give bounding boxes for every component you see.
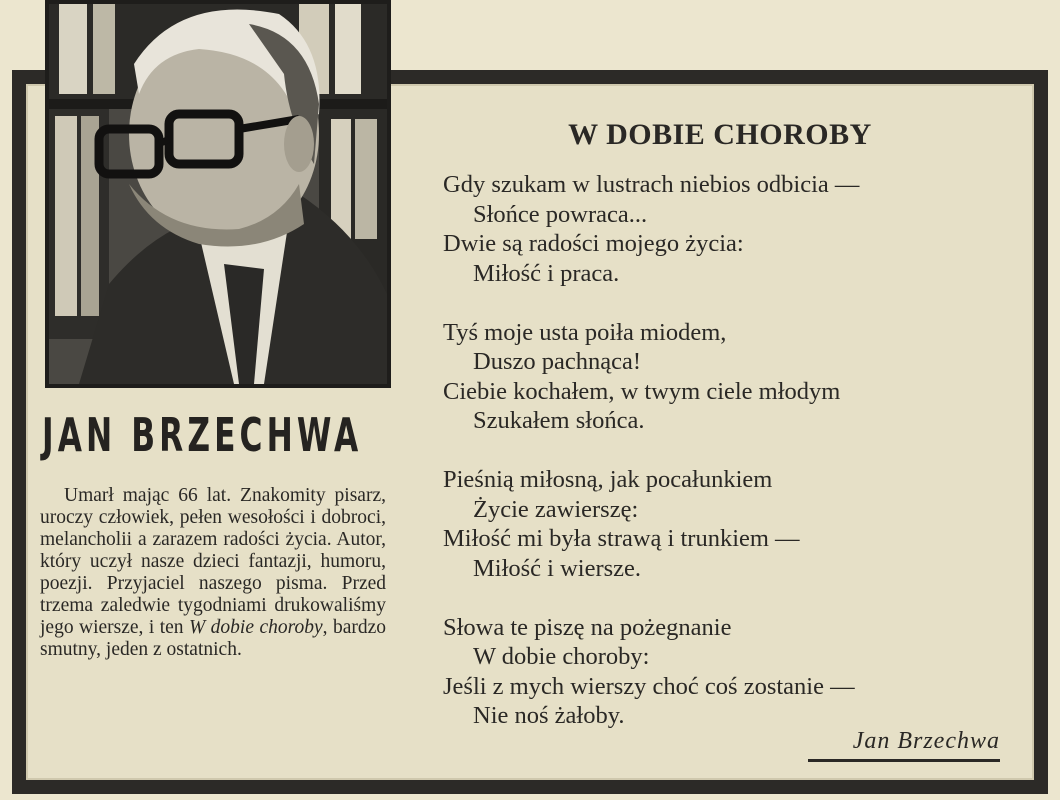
obituary-text-after-title: , bardzo smutny, jeden z ostatnich. bbox=[40, 617, 386, 660]
obituary-poem-title-italic: W dobie choroby bbox=[189, 617, 323, 638]
poem-title: W DOBIE CHOROBY bbox=[568, 118, 872, 151]
poem-line: Miłość i wiersze. bbox=[473, 554, 642, 582]
author-portrait-photo bbox=[45, 0, 391, 388]
poem-line: Słońce powraca... bbox=[473, 200, 648, 228]
author-name-heading: JAN BRZECHWA bbox=[42, 408, 363, 462]
poem-line: Nie noś żałoby. bbox=[473, 702, 625, 729]
poem-line: Jeśli z mych wierszy choć coś zostanie — bbox=[443, 672, 855, 700]
poem-line: Słowa te piszę na pożegnanie bbox=[443, 613, 732, 641]
poem-line: Miłość mi była strawą i trunkiem — bbox=[443, 525, 800, 552]
poem-stanza bbox=[443, 170, 1033, 288]
poem-line: Ciebie kochałem, w twym ciele młodym bbox=[443, 377, 841, 405]
poem-line: Duszo pachnąca! bbox=[473, 348, 642, 375]
obituary-paragraph bbox=[40, 485, 386, 661]
obituary-text bbox=[40, 485, 386, 661]
poem-line: Tyś moje usta poiła miodem, bbox=[443, 318, 727, 346]
poem-line: Szukałem słońca. bbox=[473, 407, 645, 434]
poem-body bbox=[443, 170, 1033, 760]
poem-line: Życie zawierszę: bbox=[473, 495, 639, 523]
poem-line: Gdy szukam w lustrach niebios odbicia — bbox=[443, 171, 860, 198]
obituary-text-before-title: Umarł mając 66 lat. Znakomity pisarz, uroczy człowiek, pełen wesołości i dobroci, melancholii a zarazem radości życia. Autor, który uczył nasze dzieci fantazji, humoru, poezji. Przyjaciel naszego pisma. Przed trzema zaledwie tygodniami drukowaliśmy jego wiersze, i ten bbox=[40, 485, 386, 638]
poem-stanza bbox=[443, 465, 1033, 583]
signature-underline bbox=[808, 759, 1000, 762]
poem-line: Dwie są radości mojego życia: bbox=[443, 230, 744, 257]
poem-signature: Jan Brzechwa bbox=[852, 728, 1000, 754]
poem-stanza bbox=[443, 318, 1033, 436]
poem-stanza bbox=[443, 613, 1033, 731]
poem-line: Pieśnią miłosną, jak pocałunkiem bbox=[443, 466, 773, 493]
poem-line: Miłość i praca. bbox=[473, 259, 620, 287]
poem-line: W dobie choroby: bbox=[473, 643, 650, 670]
